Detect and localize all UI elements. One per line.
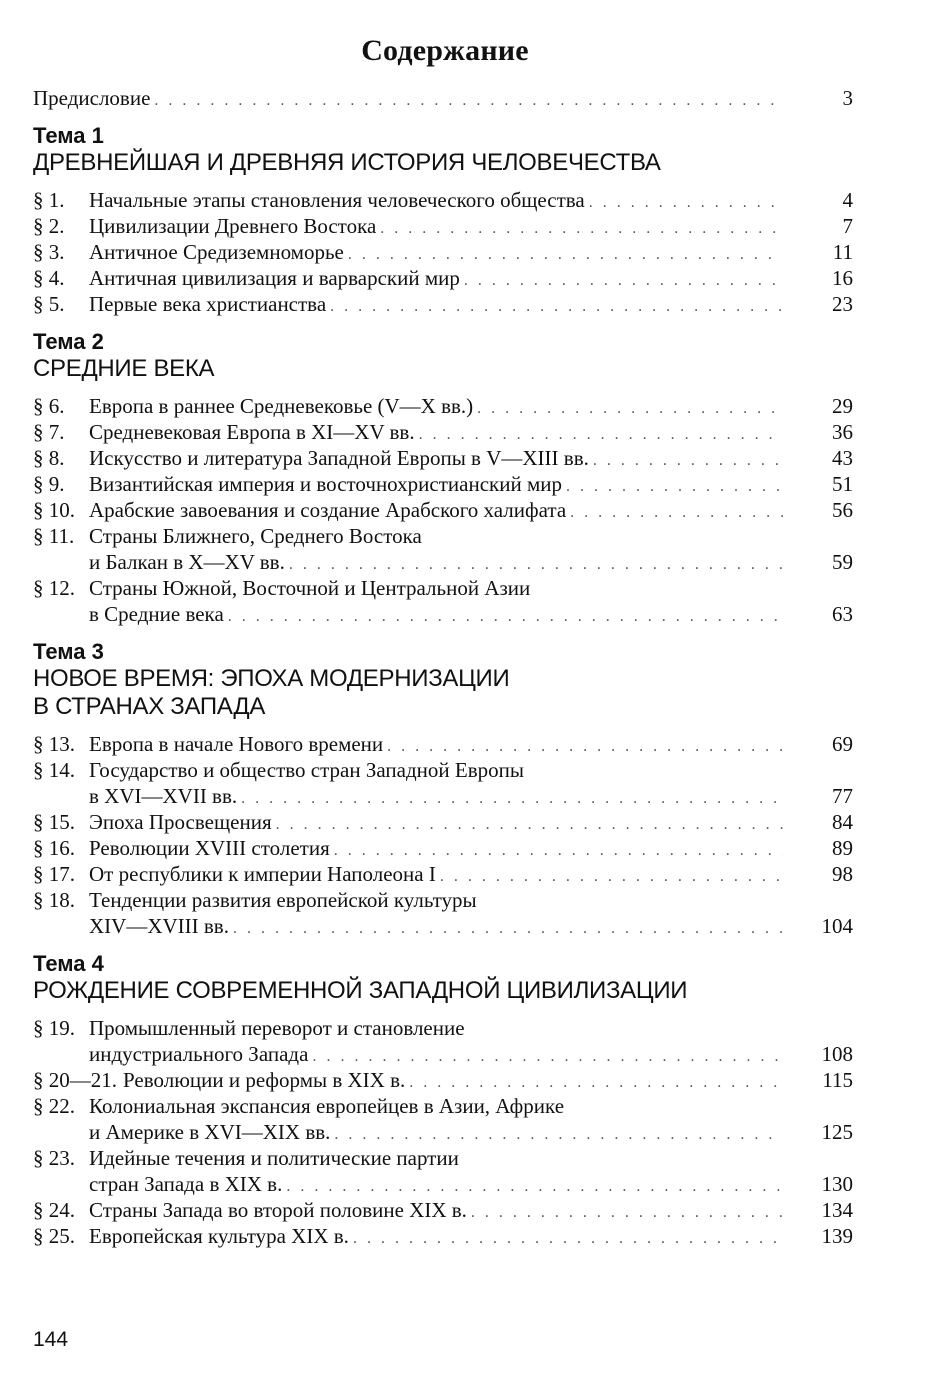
toc-entry[interactable]	[33, 497, 853, 523]
dot-leader	[233, 916, 783, 942]
toc-entry-line	[33, 809, 853, 835]
topic-section	[33, 329, 853, 627]
topic-number: Тема 4	[33, 951, 104, 976]
section-number: § 10.	[33, 498, 75, 522]
page-number: 144	[33, 1328, 69, 1351]
entry-title: стран Запада в XIX в.	[89, 1172, 283, 1196]
dot-leader	[380, 216, 783, 242]
entry-page: 23	[832, 292, 853, 316]
entry-title: Античная цивилизация и варварский мир	[89, 266, 460, 290]
toc-entry-line	[33, 1223, 853, 1249]
entry-title: XIV—XVIII вв.	[89, 914, 229, 938]
topic-heading	[33, 123, 853, 177]
topics-list	[33, 123, 853, 1249]
section-number: § 19.	[33, 1016, 75, 1040]
toc-entry-line	[33, 1197, 853, 1223]
toc-entry[interactable]	[33, 731, 853, 757]
toc-entry-preface[interactable]	[33, 85, 853, 111]
entry-page: 98	[832, 862, 853, 886]
toc-entry-line	[33, 1093, 853, 1119]
toc-entry[interactable]	[33, 1145, 853, 1197]
topic-title: СРЕДНИЕ ВЕКА	[33, 355, 215, 382]
entry-page: 3	[842, 86, 853, 110]
toc-entry-line	[33, 1145, 853, 1171]
section-number: § 11.	[33, 524, 75, 548]
topic-section	[33, 639, 853, 939]
entry-title: и Балкан в X—XV вв.	[89, 550, 285, 574]
topic-section	[33, 123, 853, 317]
entry-title: Европа в начале Нового времени	[89, 732, 384, 756]
toc-entry[interactable]	[33, 187, 853, 213]
dot-leader	[471, 1200, 783, 1226]
entry-title: Страны Запада во второй половине XIX в.	[89, 1198, 467, 1222]
dot-leader	[589, 190, 783, 216]
topic-number: Тема 2	[33, 329, 104, 354]
entry-title: Страны Ближнего, Среднего Востока	[89, 524, 422, 548]
toc-entry-line	[33, 1119, 853, 1145]
toc-entry[interactable]	[33, 1223, 853, 1249]
toc-entry[interactable]	[33, 757, 853, 809]
section-number: § 15.	[33, 810, 75, 834]
toc-entry[interactable]	[33, 523, 853, 575]
entry-title: Античное Средиземноморье	[89, 240, 344, 264]
toc-entry-line	[33, 239, 853, 265]
entry-page: 43	[832, 446, 853, 470]
dot-leader	[330, 294, 783, 320]
toc-entry-line	[33, 887, 853, 913]
topic-number: Тема 3	[33, 639, 104, 664]
toc-entry-line	[33, 187, 853, 213]
section-number: § 6.	[33, 394, 65, 418]
entry-page: 125	[821, 1120, 853, 1144]
entry-page: 7	[842, 214, 853, 238]
entry-page: 36	[832, 420, 853, 444]
section-number: § 7.	[33, 420, 65, 444]
toc-entry[interactable]	[33, 265, 853, 291]
section-number: § 8.	[33, 446, 65, 470]
toc-entry[interactable]	[33, 835, 853, 861]
section-number: § 24.	[33, 1198, 75, 1222]
entry-title: Арабские завоевания и создание Арабского халифата	[89, 498, 567, 522]
toc-entry-line	[33, 783, 853, 809]
entry-page: 69	[832, 732, 853, 756]
section-number: § 25.	[33, 1224, 75, 1248]
table-of-contents	[33, 85, 853, 1249]
section-number: § 12.	[33, 576, 75, 600]
toc-entry-line	[33, 549, 853, 575]
entry-title: Идейные течения и политические партии	[89, 1146, 459, 1170]
toc-entry-line	[33, 393, 853, 419]
entry-page: 56	[832, 498, 853, 522]
entry-page: 29	[832, 394, 853, 418]
dot-leader	[477, 396, 783, 422]
entry-page: 104	[821, 914, 853, 938]
entry-title: и Америке в XVI—XIX вв.	[89, 1120, 331, 1144]
toc-entry-line	[33, 913, 853, 939]
toc-entry-line	[33, 731, 853, 757]
section-number: § 2.	[33, 214, 65, 238]
entry-title: Европа в раннее Средневековье (V—X вв.)	[89, 394, 474, 418]
entry-page: 89	[832, 836, 853, 860]
topic-title: В СТРАНАХ ЗАПАДА	[33, 693, 266, 720]
toc-entry-line	[33, 265, 853, 291]
toc-entry[interactable]	[33, 419, 853, 445]
toc-entry[interactable]	[33, 1067, 853, 1093]
toc-entry-line	[33, 291, 853, 317]
entry-page: 108	[821, 1042, 853, 1066]
toc-entry[interactable]	[33, 393, 853, 419]
section-number: § 1.	[33, 188, 65, 212]
entry-title: Эпоха Просвещения	[89, 810, 272, 834]
dot-leader	[593, 448, 783, 474]
dot-leader	[464, 268, 783, 294]
toc-entry[interactable]	[33, 575, 853, 627]
topic-heading	[33, 639, 853, 721]
toc-entry[interactable]	[33, 291, 853, 317]
topic-heading	[33, 329, 853, 383]
entry-title: Искусство и литература Западной Европы в V—XIII вв.	[89, 446, 589, 470]
toc-entry[interactable]	[33, 1015, 853, 1067]
entry-title: индустриального Запада	[89, 1042, 309, 1066]
dot-leader	[353, 1226, 783, 1252]
topic-title: НОВОЕ ВРЕМЯ: ЭПОХА МОДЕРНИЗАЦИИ	[33, 665, 510, 692]
entry-title: Страны Южной, Восточной и Центральной Азии	[89, 576, 531, 600]
entry-title: Начальные этапы становления человеческого общества	[89, 188, 585, 212]
section-number: § 14.	[33, 758, 75, 782]
section-number: § 3.	[33, 240, 65, 264]
entry-title: Государство и общество стран Западной Европы	[89, 758, 524, 782]
toc-entry[interactable]	[33, 213, 853, 239]
entry-title: Цивилизации Древнего Востока	[89, 214, 377, 238]
toc-entry-line	[33, 757, 853, 783]
section-number: § 9.	[33, 472, 65, 496]
section-number: § 22.	[33, 1094, 75, 1118]
toc-entry-line	[33, 861, 853, 887]
toc-entry[interactable]	[33, 809, 853, 835]
dot-leader	[228, 604, 783, 630]
toc-entry-line	[33, 835, 853, 861]
toc-entry[interactable]	[33, 887, 853, 939]
toc-entry-line	[33, 1067, 853, 1093]
topic-section	[33, 951, 853, 1249]
page-title: Содержание	[361, 34, 529, 67]
topic-title: ДРЕВНЕЙШАЯ И ДРЕВНЯЯ ИСТОРИЯ ЧЕЛОВЕЧЕСТВА	[33, 149, 661, 176]
toc-entry-line	[33, 213, 853, 239]
section-number: § 5.	[33, 292, 65, 316]
entry-title: Революции и реформы в XIX в.	[123, 1068, 406, 1092]
entry-title: От республики к империи Наполеона I	[89, 862, 436, 886]
topic-heading	[33, 951, 853, 1005]
toc-entry-line	[33, 575, 853, 601]
toc-entry[interactable]	[33, 1093, 853, 1145]
entry-title: в XVI—XVII вв.	[89, 784, 238, 808]
section-number: § 4.	[33, 266, 65, 290]
entry-page: 139	[821, 1224, 853, 1248]
entry-page: 130	[821, 1172, 853, 1196]
toc-entry-line	[33, 1041, 853, 1067]
dot-leader	[566, 474, 783, 500]
entry-title: Промышленный переворот и становление	[89, 1016, 465, 1040]
entry-page: 4	[842, 188, 853, 212]
toc-entry-line	[33, 445, 853, 471]
dot-leader	[154, 88, 783, 114]
section-number: § 13.	[33, 732, 75, 756]
dot-leader	[276, 812, 783, 838]
entry-title: в Средние века	[89, 602, 224, 626]
dot-leader	[241, 786, 783, 812]
toc-entry[interactable]	[33, 239, 853, 265]
entry-title: Византийская империя и восточнохристианский мир	[89, 472, 562, 496]
toc-entry-line	[33, 1171, 853, 1197]
entry-page: 84	[832, 810, 853, 834]
toc-entry[interactable]	[33, 471, 853, 497]
toc-entry-line	[33, 497, 853, 523]
entry-page: 59	[832, 550, 853, 574]
entry-page: 134	[821, 1198, 853, 1222]
toc-entry[interactable]	[33, 445, 853, 471]
entry-page: 63	[832, 602, 853, 626]
toc-entry-line	[33, 601, 853, 627]
toc-entry[interactable]	[33, 1197, 853, 1223]
toc-entry-line	[33, 523, 853, 549]
entry-title: Предисловие	[33, 86, 151, 110]
entry-page: 11	[832, 240, 853, 264]
toc-entry-line	[33, 1015, 853, 1041]
section-number: § 17.	[33, 862, 75, 886]
entry-page: 16	[832, 266, 853, 290]
entry-page: 51	[832, 472, 853, 496]
section-number: § 18.	[33, 888, 75, 912]
entry-title: Революции XVIII столетия	[89, 836, 330, 860]
entry-page: 77	[832, 784, 853, 808]
toc-entry-line	[33, 471, 853, 497]
entry-title: Первые века христианства	[89, 292, 327, 316]
section-number: § 16.	[33, 836, 75, 860]
entry-title: Средневековая Европа в XI—XV вв.	[89, 420, 415, 444]
entry-title: Европейская культура XIX в.	[89, 1224, 349, 1248]
entry-title: Тенденции развития европейской культуры	[89, 888, 477, 912]
entry-title: Колониальная экспансия европейцев в Азии, Африке	[89, 1094, 565, 1118]
toc-entry-line	[33, 419, 853, 445]
section-number: § 23.	[33, 1146, 75, 1170]
entry-page: 115	[822, 1068, 853, 1092]
toc-entry[interactable]	[33, 861, 853, 887]
section-number: § 20—21.	[33, 1068, 117, 1092]
topic-title: РОЖДЕНИЕ СОВРЕМЕННОЙ ЗАПАДНОЙ ЦИВИЛИЗАЦИИ	[33, 977, 688, 1004]
topic-number: Тема 1	[33, 123, 104, 148]
